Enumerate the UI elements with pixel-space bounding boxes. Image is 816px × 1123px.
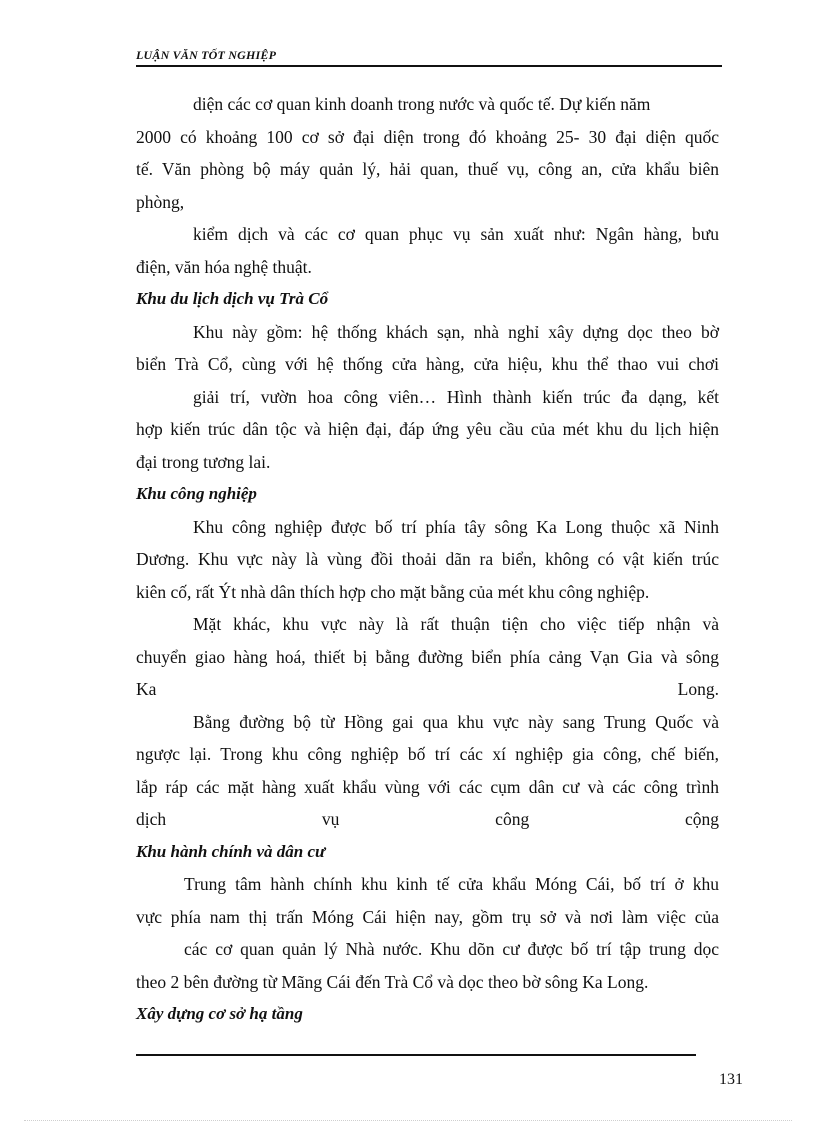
paragraph-line: phòng, [136,191,185,212]
paragraph-line: hợp kiến trúc dân tộc và hiện đại, đáp ứng yêu cầu của mét khu du lịch hiện [136,419,719,439]
paragraph-line: chuyển giao hàng hoá, thiết bị bằng đường biển phía cảng Vạn Gia và sông [136,646,719,667]
paragraph-line: theo 2 bên đường từ Mãng Cái đến Trà Cổ và dọc theo bờ sông Ka Long. [136,971,649,992]
paragraph-line: Trung tâm hành chính khu kinh tế cửa khẩu Móng Cái, bố trí ở khu [184,874,719,894]
header-rule [136,65,722,67]
section-heading: Khu công nghiệp [136,484,257,503]
paragraph-line: Khu công nghiệp được bố trí phía tây sông Ka Long thuộc xã Ninh [193,516,719,537]
body-text [136,88,719,1031]
paragraph-line: dịch vụ công cộng [136,809,719,829]
paragraph-line: Khu này gồm: hệ thống khách sạn, nhà nghỉ xây dựng dọc theo bờ [193,321,719,342]
paragraph-line: Dương. Khu vực này là vùng đồi thoải dãn ra biển, không có vật kiến trúc [136,549,719,569]
page-edge-divider [24,1120,792,1121]
section-heading: Khu du lịch dịch vụ Trà Cổ [136,289,329,308]
footer-rule [136,1054,696,1056]
paragraph-line: Mặt khác, khu vực này là rất thuận tiện cho việc tiếp nhận và [193,614,719,634]
paragraph-line: đại trong tương lai. [136,451,271,472]
paragraph-line: lắp ráp các mặt hàng xuất khẩu vùng với các cụm dân cư và các công trình [136,776,719,797]
paragraph-line: biển Trà Cổ, cùng với hệ thống cửa hàng, cửa hiệu, khu thể thao vui chơi [136,354,719,374]
paragraph-line: các cơ quan quản lý Nhà nước. Khu dõn cư được bố trí tập trung dọc [184,939,719,959]
paragraph-line: Ka Long. [136,679,719,699]
section-heading: Khu hành chính và dân cư [136,841,326,861]
page-number: 131 [719,1071,743,1088]
paragraph-line: điện, văn hóa nghệ thuật. [136,256,312,277]
paragraph-line: giải trí, vườn hoa công viên… Hình thành kiến trúc đa dạng, kết [193,386,719,407]
running-header: LUẬN VĂN TỐT NGHIỆP [136,48,277,62]
paragraph-line: diện các cơ quan kinh doanh trong nước và quốc tế. Dự kiến năm [193,94,651,114]
paragraph-line: kiểm dịch và các cơ quan phục vụ sản xuất như: Ngân hàng, bưu [193,224,719,244]
section-heading: Xây dựng cơ sở hạ tầng [136,1004,303,1023]
paragraph-line: 2000 có khoảng 100 cơ sở đại diện trong đó khoảng 25- 30 đại diện quốc [136,126,719,147]
paragraph-line: Bằng đường bộ từ Hồng gai qua khu vực này sang Trung Quốc và [193,711,719,732]
paragraph-line: vực phía nam thị trấn Móng Cái hiện nay, gồm trụ sở và nơi làm việc của [136,906,719,927]
paragraph-line: kiên cố, rất Ýt nhà dân thích hợp cho mặt bằng của mét khu công nghiệp. [136,581,650,602]
paragraph-line: ngược lại. Trong khu công nghiệp bố trí các xí nghiệp gia công, chế biến, [136,744,719,764]
paragraph-line: tế. Văn phòng bộ máy quản lý, hải quan, thuế vụ, công an, cửa khẩu biên [136,159,719,179]
